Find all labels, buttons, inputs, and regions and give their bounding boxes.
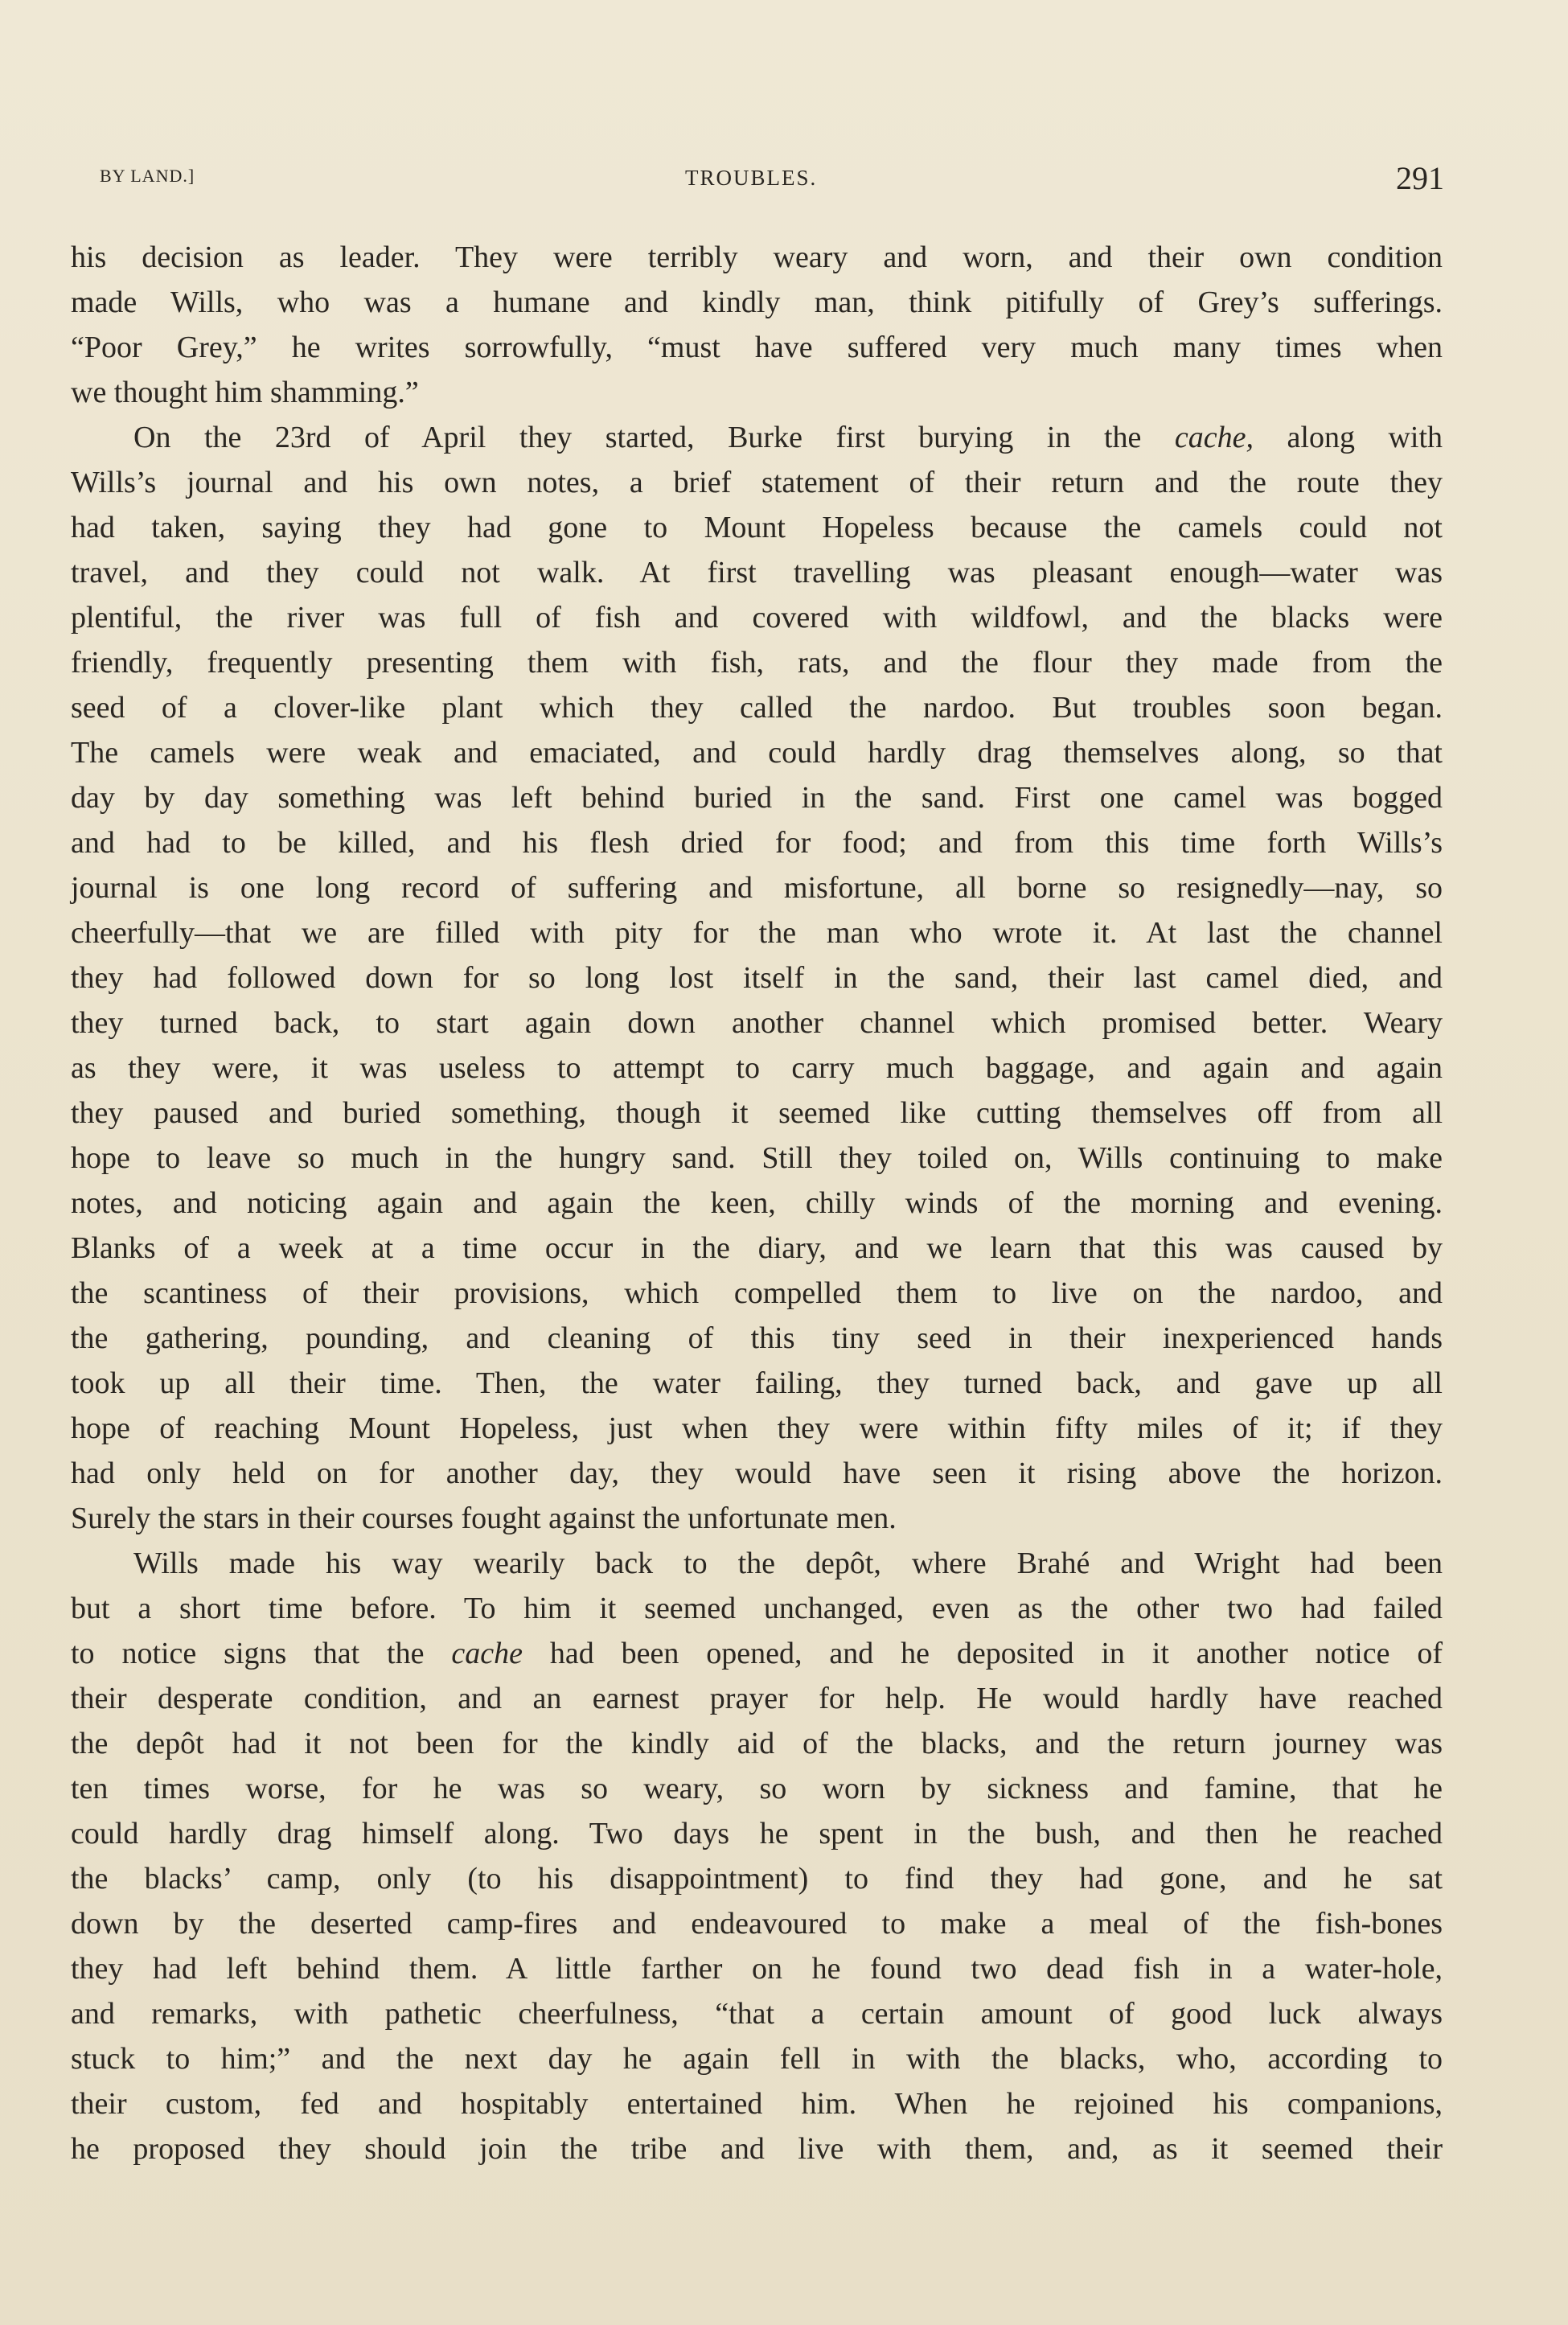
text-line: took up all their time. Then, the water failing, they turned back, and gave up all — [71, 1366, 1443, 1400]
text-line: the depôt had it not been for the kindly aid of the blacks, and the return journey was — [71, 1727, 1443, 1760]
text-line: Wills made his way wearily back to the depôt, where Brahé and Wright had been — [133, 1547, 1443, 1580]
paragraph-3 — [71, 1541, 1443, 2171]
italic-word: cache — [451, 1637, 523, 1670]
text-line: day by day something was left behind buried in the sand. First one camel was bogged — [71, 781, 1443, 815]
running-head-title: TROUBLES. — [685, 166, 818, 190]
text-line: journal is one long record of suffering and misfortune, all borne so resignedly—nay, so — [71, 871, 1443, 905]
text-line: and had to be killed, and his flesh dried for food; and from this time forth Wills’s — [71, 826, 1443, 860]
text-line — [71, 415, 1443, 460]
text-segment: to notice signs that the — [71, 1637, 425, 1670]
text-line: they turned back, to start again down another channel which promised better. Weary — [71, 1006, 1443, 1040]
text-line: their desperate condition, and an earnest prayer for help. He would hardly have reached — [71, 1682, 1443, 1715]
text-line: seed of a clover-like plant which they called the nardoo. But troubles soon began. — [71, 691, 1443, 725]
text-line: their custom, fed and hospitably entertained him. When he rejoined his companions, — [71, 2087, 1443, 2121]
running-head-left: BY LAND.] — [100, 166, 195, 186]
text-line: and remarks, with pathetic cheerfulness, “that a certain amount of good luck always — [71, 1997, 1443, 2031]
text-line: but a short time before. To him it seemed unchanged, even as the other two had failed — [71, 1592, 1443, 1625]
text-line: made Wills, who was a humane and kindly man, think pitifully of Grey’s sufferings. — [71, 285, 1443, 319]
text-line: they had left behind them. A little farther on he found two dead fish in a water-hole, — [71, 1952, 1443, 1986]
text-line: notes, and noticing again and again the keen, chilly winds of the morning and evening. — [71, 1186, 1443, 1220]
text-line: had only held on for another day, they would have seen it rising above the horizon. — [71, 1456, 1443, 1490]
text-line: we thought him shamming.” — [71, 376, 419, 409]
text-line: Surely the stars in their courses fought against the unfortunate men. — [71, 1501, 897, 1535]
text-line: the gathering, pounding, and cleaning of this tiny seed in their inexperienced hands — [71, 1321, 1443, 1355]
text-line: his decision as leader. They were terribly weary and worn, and their own condition — [71, 240, 1443, 274]
text-line: hope to leave so much in the hungry sand. Still they toiled on, Wills continuing to make — [71, 1141, 1443, 1175]
paragraph-2 — [71, 415, 1443, 1541]
text-segment: On the 23rd of April they started, Burke first burying in the — [133, 421, 1142, 454]
italic-word: cache, — [1174, 421, 1254, 454]
text-segment: had been opened, and he deposited in it another notice of — [549, 1637, 1443, 1670]
text-line: had taken, saying they had gone to Mount Hopeless because the camels could not — [71, 511, 1443, 544]
page-number: 291 — [1396, 160, 1444, 196]
text-line: ten times worse, for he was so weary, so worn by sickness and famine, that he — [71, 1772, 1443, 1805]
text-line: down by the deserted camp-fires and endeavoured to make a meal of the fish-bones — [71, 1907, 1443, 1941]
text-line: plentiful, the river was full of fish and covered with wildfowl, and the blacks were — [71, 601, 1443, 635]
paragraph-1 — [71, 235, 1443, 415]
running-header — [72, 159, 1444, 207]
text-line: the scantiness of their provisions, which compelled them to live on the nardoo, and — [71, 1276, 1443, 1310]
text-line: they paused and buried something, though it seemed like cutting themselves off from all — [71, 1096, 1443, 1130]
text-line: hope of reaching Mount Hopeless, just when they were within fifty miles of it; if they — [71, 1411, 1443, 1445]
text-line: could hardly drag himself along. Two days he spent in the bush, and then he reached — [71, 1817, 1443, 1851]
text-line: “Poor Grey,” he writes sorrowfully, “must have suffered very much many times when — [71, 331, 1443, 364]
text-line: cheerfully—that we are filled with pity for the man who wrote it. At last the channel — [71, 916, 1443, 950]
text-line — [71, 1631, 1443, 1676]
body-text — [71, 235, 1443, 2171]
text-line: they had followed down for so long lost itself in the sand, their last camel died, and — [71, 961, 1443, 995]
text-line: the blacks’ camp, only (to his disappointment) to find they had gone, and he sat — [71, 1862, 1443, 1896]
text-line: he proposed they should join the tribe and live with them, and, as it seemed their — [71, 2132, 1443, 2166]
text-line: travel, and they could not walk. At first travelling was pleasant enough—water was — [71, 556, 1443, 589]
text-line: Wills’s journal and his own notes, a brief statement of their return and the route they — [71, 466, 1443, 499]
text-segment: along with — [1287, 421, 1443, 454]
text-line: stuck to him;” and the next day he again fell in with the blacks, who, according to — [71, 2042, 1443, 2076]
text-line: as they were, it was useless to attempt to carry much baggage, and again and again — [71, 1051, 1443, 1085]
text-line: friendly, frequently presenting them with fish, rats, and the flour they made from the — [71, 646, 1443, 680]
text-line: Blanks of a week at a time occur in the diary, and we learn that this was caused by — [71, 1231, 1443, 1265]
text-line: The camels were weak and emaciated, and could hardly drag themselves along, so that — [71, 736, 1443, 770]
